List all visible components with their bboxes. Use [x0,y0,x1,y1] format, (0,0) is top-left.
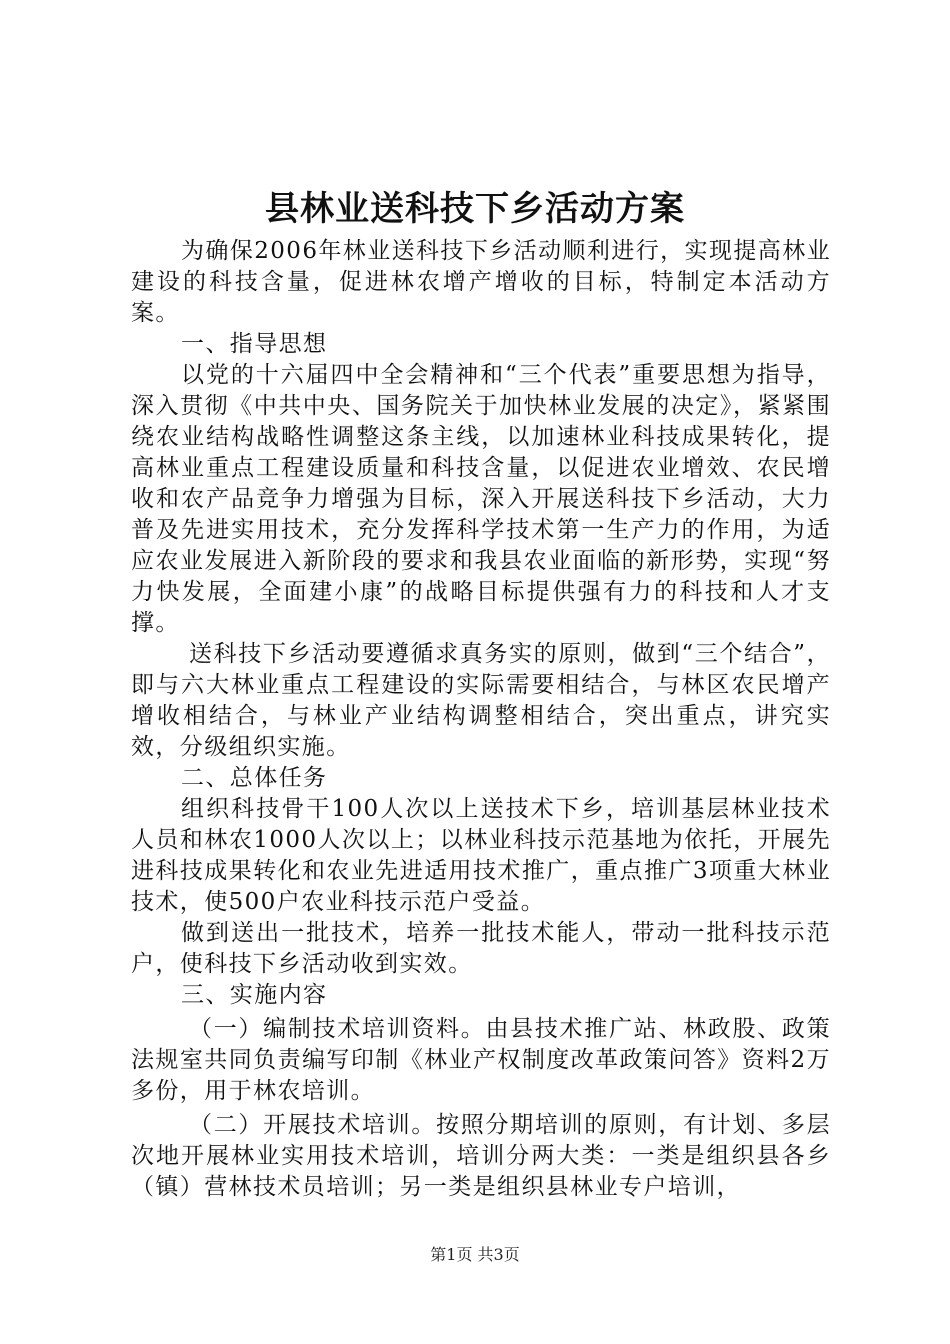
section-heading-overall-tasks: 二、总体任务 [181,765,328,791]
implementation-item-2: （二）开展技术培训。按照分期培训的原则，有计划、多层次地开展林业实用技术培训，培训分两大类：一类是组织县各乡（镇）营林技术员培训；另一类是组织县林业专户培训， [131,1112,831,1200]
document-title: 县林业送科技下乡活动方案 [265,189,685,229]
page-number: 第1页 共3页 [430,1245,520,1264]
implementation-item-1: （一）编制技术培训资料。由县技术推广站、林政股、政策法规室共同负责编写印制《林业产权制度改革政策问答》资料2万多份，用于林农培训。 [131,1016,831,1104]
intro-paragraph: 为确保2006年林业送科技下乡活动顺利进行，实现提高林业建设的科技含量，促进林农增产增收的目标，特制定本活动方案。 [131,238,831,326]
goals-paragraph: 做到送出一批技术，培养一批技术能人，带动一批科技示范户，使科技下乡活动收到实效。 [131,920,831,977]
section-heading-implementation: 三、实施内容 [181,982,328,1008]
overall-tasks-paragraph: 组织科技骨干100人次以上送技术下乡，培训基层林业技术人员和林农1000人次以上；以林业科技示范基地为依托，开展先进科技成果转化和农业先进适用技术推广，重点推广3项重大林业技术，使500户农业科技示范户受益。 [131,796,831,915]
principles-paragraph: 送科技下乡活动要遵循求真务实的原则，做到“三个结合”，即与六大林业重点工程建设的实际需要相结合，与林区农民增产增收相结合，与林业产业结构调整相结合，突出重点，讲究实效，分级组织实施。 [131,641,831,760]
section-heading-guiding-ideology: 一、指导思想 [181,331,328,357]
document-body [131,236,831,1203]
guiding-ideology-paragraph: 以党的十六届四中全会精神和“三个代表”重要思想为指导，深入贯彻《中共中央、国务院关于加快林业发展的决定》，紧紧围绕农业结构战略性调整这条主线，以加速林业科技成果转化，提高林业重点工程建设质量和科技含量，以促进农业增效、农民增收和农产品竞争力增强为目标，深入开展送科技下乡活动，大力普及先进实用技术，充分发挥科学技术第一生产力的作用，为适应农业发展进入新阶段的要求和我县农业面临的新形势，实现“努力快发展，全面建小康”的战略目标提供强有力的科技和人才支撑。 [131,362,831,636]
